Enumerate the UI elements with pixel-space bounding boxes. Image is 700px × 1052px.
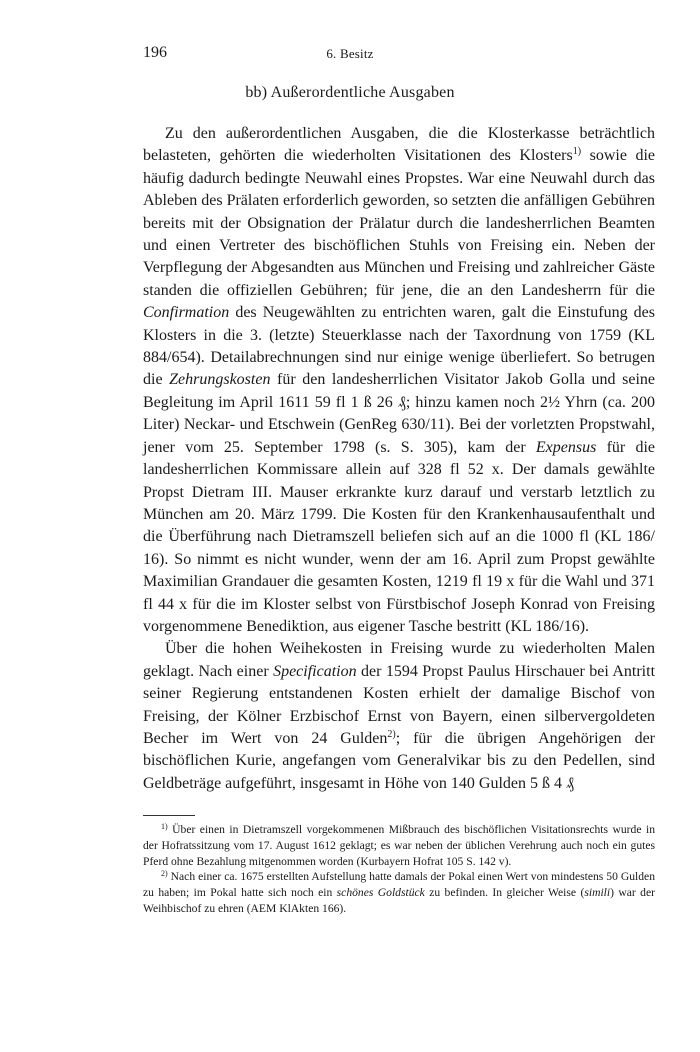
text-run: zu befinden. In gleicher Weise ( <box>424 886 585 900</box>
footnote <box>143 822 655 869</box>
text-run: sowie die häufig dadurch bedingte Neuwahl eines Propstes. War eine Neuwahl durch das Ableben des Prälaten erforderlich geworden, so setzten die anfälligen Gebühren bereits mit der Obsignation der Prälatur durch die landesherrlichen Beamten und einen Vertreter des bischöflichen Stuhls von Freising ein. Neben der Verpflegung der Abgesandten aus München und Freising und zahlreicher Gäste standen die offiziellen Gebühren; für jene, die an den Landesherrn für die <box>143 147 656 299</box>
footnote-marker: 1) <box>572 146 582 158</box>
italic-term: simili <box>584 886 611 900</box>
page-number: 196 <box>143 44 167 61</box>
italic-term: Zehrungskosten <box>169 371 271 389</box>
text-run: Über einen in Dietramszell vorgekommenen Mißbrauch des bischöflichen Visitationsrechts wurde in der Hofratssitzung vom 17. August 1612 geklagt; es war neben der üblichen Verehrung auch noch ein gutes Pferd ohne Bezahlung mitgenommen worden (Kurbayern Hofrat 105 S. 142 v). <box>143 823 655 868</box>
italic-term: Confirmation <box>143 304 230 322</box>
text-run: ) war der Weihbischof zu ehren (AEM KlAkten 166). <box>143 886 655 915</box>
text-run: der 1594 Propst Paulus Hirschauer bei Antritt seiner Regierung entstandenen Kosten erhielt der damalige Bischof von Freising, der Kölner Erzbischof Ernst von Bayern, einen silbervergoldeten Becher im Wert von 24 Gulden <box>143 662 656 747</box>
text-run: Über die hohen Weihekosten in Freising wurde zu wiederholten Malen geklagt. Nach einer <box>143 640 655 680</box>
footnotes <box>143 822 655 917</box>
text-run: für den landesherrlichen Visitator Jakob Golla und seine Begleitung im April 1611 59 fl 1 ß 26 ₰; hinzu kamen noch 2½ Yhrn (ca. 200 Liter) Neckar- und Etschwein (GenReg 630/11). Bei der vorletzten Propstwahl, jener vom 25. September 1798 (s. S. 305), kam der <box>143 371 655 456</box>
section-heading: bb) Außerordentliche Ausgaben <box>245 84 455 101</box>
italic-term: schönes Goldstück <box>336 886 425 900</box>
paragraph <box>143 123 655 638</box>
running-head: 6. Besitz <box>326 46 374 61</box>
text-run: des Neugewählten zu entrichten waren, galt die Einstufung des Klosters in die 3. (letzte) Steuerklasse nach der Taxordnung von 1759 (KL 884/654). Detailabrechnungen sind nur einige wenige überliefert. So betrugen die <box>143 304 655 389</box>
footnote-marker: 2) <box>161 869 168 879</box>
text-run: ; für die übrigen Angehörigen der bischöflichen Kurie, angefangen vom Generalvikar bis zu den Pedellen, sind Geldbeträge aufgeführt, insgesamt in Höhe von 140 Gulden 5 ß 4 ₰ <box>143 729 655 792</box>
text-run: für die landesherrlichen Kommissare allein auf 328 fl 52 x. Der damals gewählte Propst Dietram III. Mauser erkrankte kurz darauf und verstarb letztlich zu München am 20. März 1799. Die Kosten für den Krankenhausaufenthalt und die Überführung nach Dietramszell beliefen sich auf an die 1000 fl (KL 186/ 16). So nimmt es nicht wunder, wenn der am 16. April zum Propst gewählte Maximilian Grandauer die gesamten Kosten, 1219 fl 19 x für die Wahl und 371 fl 44 x für die im Kloster selbst von Fürstbischof Joseph Konrad von Freising vorgenommene Benediktion, aus eigener Tasche bestritt (KL 186/16). <box>143 438 656 635</box>
body-text <box>143 123 655 795</box>
text-run: Nach einer ca. 1675 erstellten Aufstellung hatte damals der Pokal einen Wert von mindestens 50 Gulden zu haben; im Pokal hatte sich noch ein <box>143 870 655 900</box>
italic-term: Expensus <box>535 438 597 456</box>
footnote <box>143 869 655 916</box>
text-run: Zu den außerordentlichen Ausgaben, die die Klosterkasse beträchtlich belasteten, gehörten die wiederholten Visitationen des Klosters <box>143 125 655 165</box>
footnote-rule <box>143 815 195 816</box>
footnote-marker: 1) <box>161 822 168 831</box>
footnote-marker: 2) <box>387 728 396 740</box>
italic-term: Specification <box>273 662 357 680</box>
paragraph <box>143 638 655 795</box>
